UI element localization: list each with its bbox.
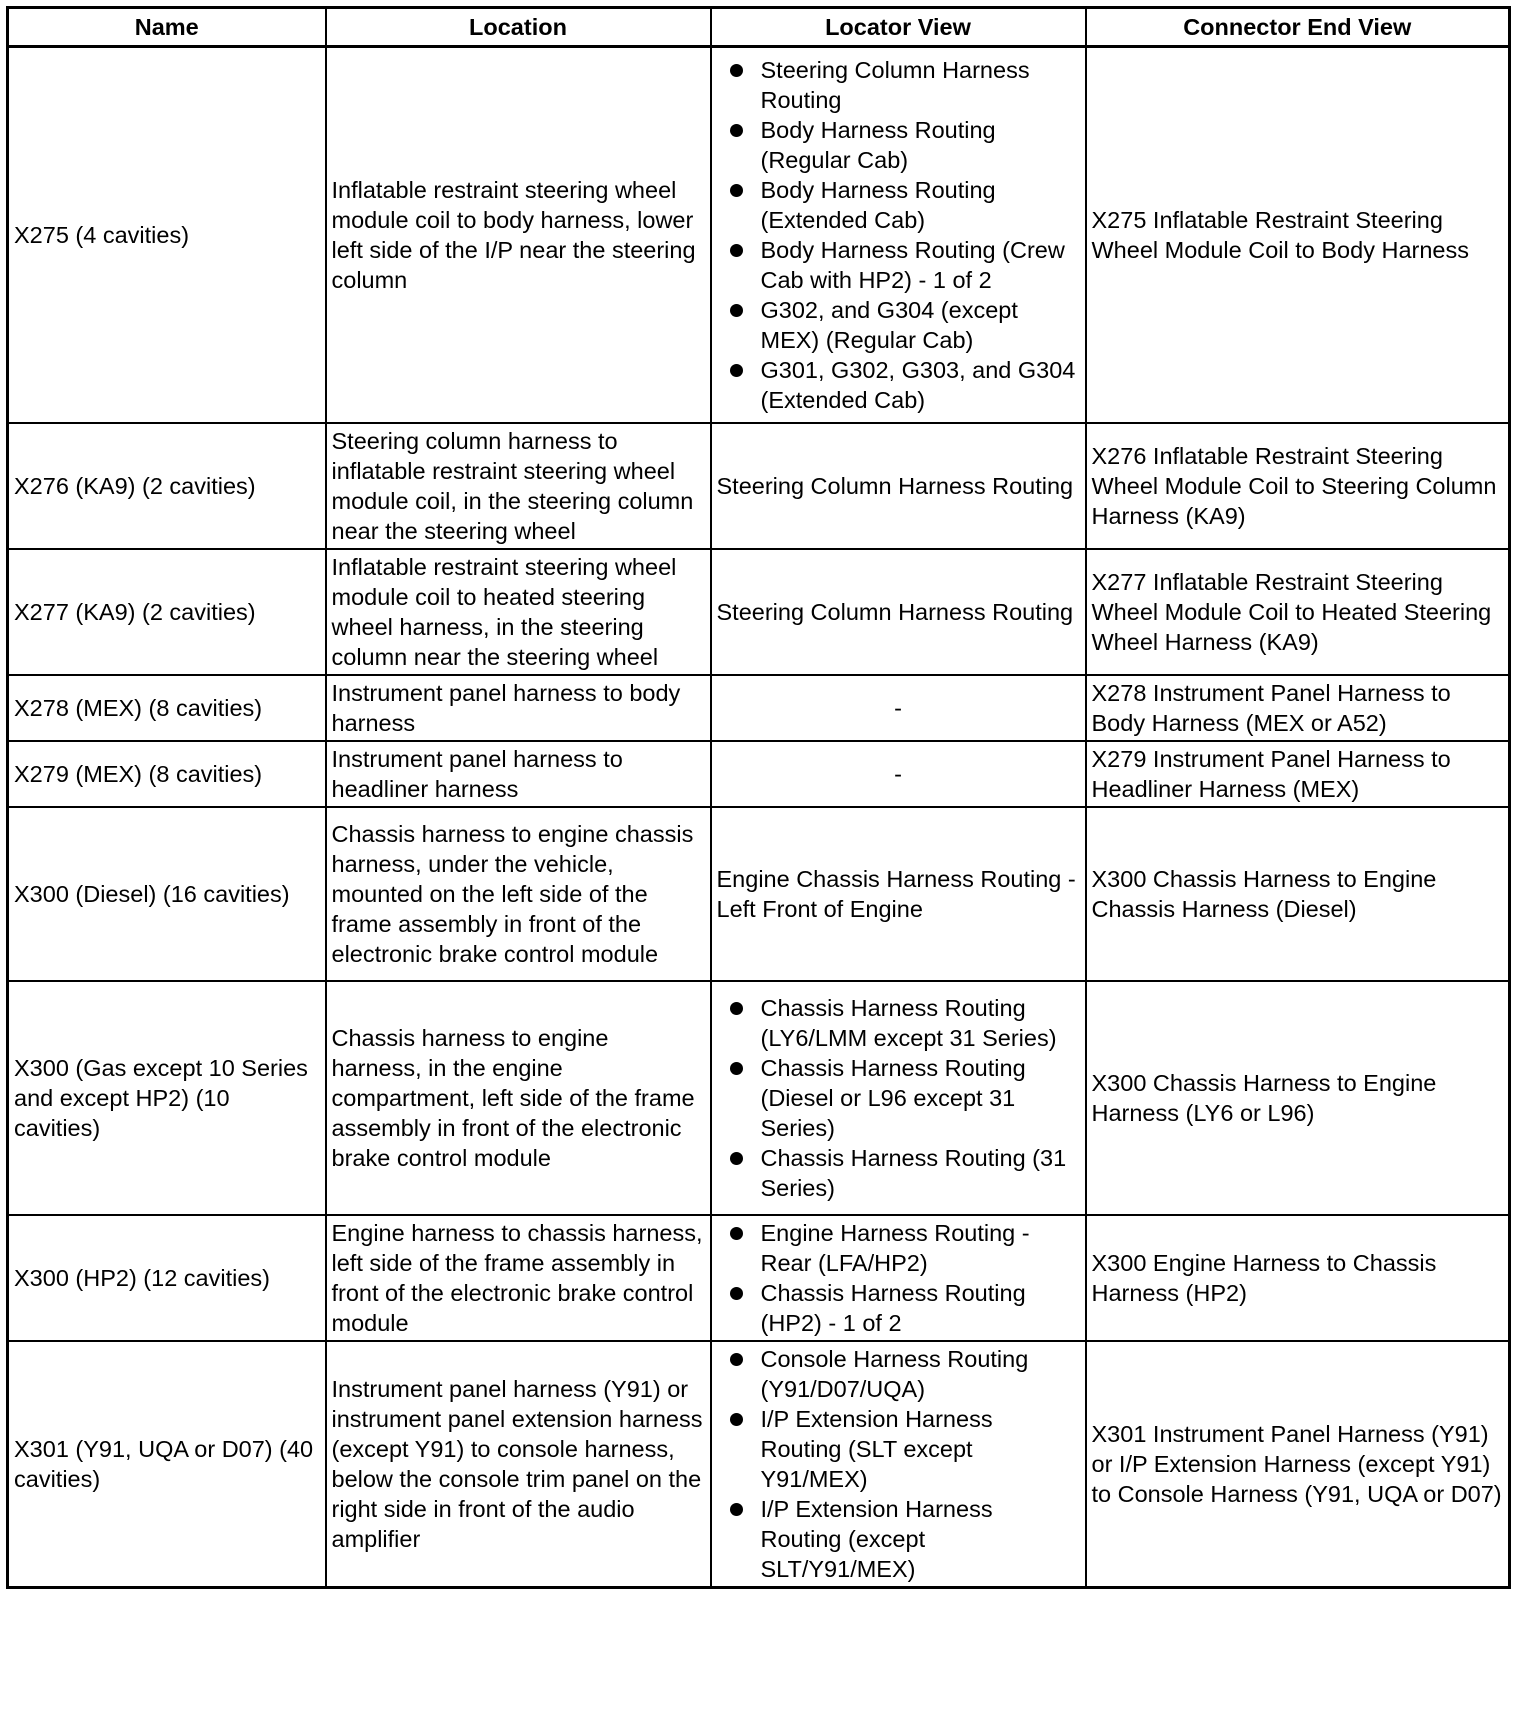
- table-row: [8, 549, 1510, 675]
- locator-view-cell: Steering Column Harness Routing: [711, 423, 1086, 549]
- locator-view-cell: [711, 981, 1086, 1215]
- header-row: [8, 8, 1510, 47]
- connector-name-cell: X278 (MEX) (8 cavities): [8, 675, 326, 741]
- header-connector-end-view: Connector End View: [1086, 8, 1510, 47]
- connector-name-cell: X277 (KA9) (2 cavities): [8, 549, 326, 675]
- connector-name-cell: X275 (4 cavities): [8, 47, 326, 423]
- locator-view-list-item: Console Harness Routing (Y91/D07/UQA): [761, 1344, 1080, 1404]
- connector-name-cell: X300 (Diesel) (16 cavities): [8, 807, 326, 981]
- locator-view-list: [717, 55, 1080, 415]
- locator-view-list: [717, 1218, 1080, 1338]
- locator-view-list-item: Steering Column Harness Routing: [761, 55, 1080, 115]
- locator-view-list-item: G302, and G304 (except MEX) (Regular Cab): [761, 295, 1080, 355]
- locator-view-list-item: Chassis Harness Routing (31 Series): [761, 1143, 1080, 1203]
- locator-view-list-item: G301, G302, G303, and G304 (Extended Cab): [761, 355, 1080, 415]
- locator-view-list: [717, 1344, 1080, 1584]
- connector-end-view-cell: X300 Engine Harness to Chassis Harness (HP2): [1086, 1215, 1510, 1341]
- locator-view-list-item: Engine Harness Routing - Rear (LFA/HP2): [761, 1218, 1080, 1278]
- locator-view-cell: Engine Chassis Harness Routing - Left Front of Engine: [711, 807, 1086, 981]
- header-name: Name: [8, 8, 326, 47]
- table-body: [8, 47, 1510, 1588]
- locator-view-cell: Steering Column Harness Routing: [711, 549, 1086, 675]
- table-row: [8, 47, 1510, 423]
- connector-end-view-cell: X300 Chassis Harness to Engine Harness (LY6 or L96): [1086, 981, 1510, 1215]
- table-row: [8, 981, 1510, 1215]
- locator-view-list-item: Body Harness Routing (Extended Cab): [761, 175, 1080, 235]
- locator-view-list-item: Chassis Harness Routing (HP2) - 1 of 2: [761, 1278, 1080, 1338]
- locator-view-list-item: Chassis Harness Routing (Diesel or L96 except 31 Series): [761, 1053, 1080, 1143]
- header-locator-view: Locator View: [711, 8, 1086, 47]
- connector-end-view-cell: X300 Chassis Harness to Engine Chassis Harness (Diesel): [1086, 807, 1510, 981]
- connector-name-cell: X300 (Gas except 10 Series and except HP2) (10 cavities): [8, 981, 326, 1215]
- connector-end-view-cell: X276 Inflatable Restraint Steering Wheel Module Coil to Steering Column Harness (KA9): [1086, 423, 1510, 549]
- location-cell: Instrument panel harness to headliner harness: [326, 741, 711, 807]
- locator-view-cell: -: [711, 675, 1086, 741]
- locator-view-list-item: Body Harness Routing (Crew Cab with HP2) - 1 of 2: [761, 235, 1080, 295]
- connector-end-view-cell: X279 Instrument Panel Harness to Headliner Harness (MEX): [1086, 741, 1510, 807]
- location-cell: Engine harness to chassis harness, left side of the frame assembly in front of the electronic brake control module: [326, 1215, 711, 1341]
- locator-view-cell: [711, 1341, 1086, 1588]
- location-cell: Instrument panel harness (Y91) or instrument panel extension harness (except Y91) to console harness, below the console trim panel on the right side in front of the audio amplifier: [326, 1341, 711, 1588]
- table-row: [8, 423, 1510, 549]
- locator-view-list: [717, 993, 1080, 1203]
- locator-view-list-item: Body Harness Routing (Regular Cab): [761, 115, 1080, 175]
- locator-view-cell: [711, 47, 1086, 423]
- table-row: [8, 1341, 1510, 1588]
- location-cell: Steering column harness to inflatable restraint steering wheel module coil, in the steering column near the steering wheel: [326, 423, 711, 549]
- connector-name-cell: X300 (HP2) (12 cavities): [8, 1215, 326, 1341]
- connector-name-cell: X276 (KA9) (2 cavities): [8, 423, 326, 549]
- locator-view-list-item: Chassis Harness Routing (LY6/LMM except 31 Series): [761, 993, 1080, 1053]
- location-cell: Chassis harness to engine harness, in the engine compartment, left side of the frame assembly in front of the electronic brake control module: [326, 981, 711, 1215]
- location-cell: Inflatable restraint steering wheel module coil to body harness, lower left side of the I/P near the steering column: [326, 47, 711, 423]
- connector-end-view-cell: X277 Inflatable Restraint Steering Wheel Module Coil to Heated Steering Wheel Harness (KA9): [1086, 549, 1510, 675]
- locator-view-cell: -: [711, 741, 1086, 807]
- locator-view-cell: [711, 1215, 1086, 1341]
- locator-view-list-item: I/P Extension Harness Routing (except SLT/Y91/MEX): [761, 1494, 1080, 1584]
- location-cell: Instrument panel harness to body harness: [326, 675, 711, 741]
- connector-end-view-cell: X275 Inflatable Restraint Steering Wheel Module Coil to Body Harness: [1086, 47, 1510, 423]
- location-cell: Chassis harness to engine chassis harness, under the vehicle, mounted on the left side of the frame assembly in front of the electronic brake control module: [326, 807, 711, 981]
- connector-table: [6, 6, 1511, 1589]
- table-row: [8, 1215, 1510, 1341]
- table-row: [8, 741, 1510, 807]
- connector-name-cell: X279 (MEX) (8 cavities): [8, 741, 326, 807]
- locator-view-list-item: I/P Extension Harness Routing (SLT except Y91/MEX): [761, 1404, 1080, 1494]
- connector-name-cell: X301 (Y91, UQA or D07) (40 cavities): [8, 1341, 326, 1588]
- connector-end-view-cell: X301 Instrument Panel Harness (Y91) or I/P Extension Harness (except Y91) to Console Harness (Y91, UQA or D07): [1086, 1341, 1510, 1588]
- header-location: Location: [326, 8, 711, 47]
- connector-end-view-cell: X278 Instrument Panel Harness to Body Harness (MEX or A52): [1086, 675, 1510, 741]
- table-row: [8, 675, 1510, 741]
- table-row: [8, 807, 1510, 981]
- location-cell: Inflatable restraint steering wheel module coil to heated steering wheel harness, in the steering column near the steering wheel: [326, 549, 711, 675]
- table-header: [8, 8, 1510, 47]
